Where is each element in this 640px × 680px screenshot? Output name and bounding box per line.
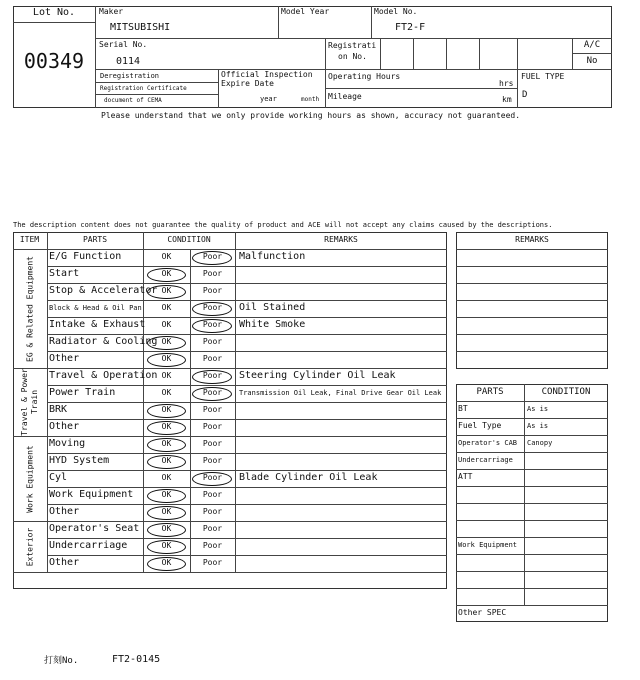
remark-text: Malfunction bbox=[239, 251, 306, 262]
part-name: Intake & Exhaust bbox=[49, 319, 146, 330]
spec-part: Undercarriage bbox=[458, 456, 513, 464]
part-name: Other bbox=[49, 506, 80, 517]
condition-poor: Poor bbox=[202, 354, 223, 363]
spec-row-line bbox=[456, 571, 608, 572]
ok-circle-mark bbox=[147, 421, 186, 435]
condition-ok: OK bbox=[161, 456, 172, 465]
part-name: Start bbox=[49, 268, 80, 279]
condition-poor: Poor bbox=[202, 507, 223, 516]
remark-text: Blade Cylinder Oil Leak bbox=[239, 472, 378, 483]
spec-parts-header: PARTS bbox=[476, 387, 504, 397]
work-equipment-label: Work Equipment bbox=[458, 541, 518, 549]
spec-part: BT bbox=[458, 404, 468, 413]
part-name: Other bbox=[49, 353, 80, 364]
spec-row-line bbox=[456, 588, 608, 589]
stamp-value: FT2-0145 bbox=[112, 654, 161, 665]
poor-circle-mark bbox=[192, 387, 232, 401]
ok-circle-mark bbox=[147, 557, 186, 571]
poor-circle-mark bbox=[192, 302, 232, 316]
condition-poor: Poor bbox=[202, 473, 223, 482]
condition-poor: Poor bbox=[202, 456, 223, 465]
part-name: Other bbox=[49, 557, 80, 568]
part-name: BRK bbox=[49, 404, 68, 415]
condition-poor: Poor bbox=[202, 405, 223, 414]
condition-ok: OK bbox=[161, 558, 172, 567]
condition-poor: Poor bbox=[202, 541, 223, 550]
poor-circle-mark bbox=[192, 319, 232, 333]
model-no-label: Model No. bbox=[374, 7, 418, 16]
condition-ok: OK bbox=[161, 422, 172, 431]
condition-poor: Poor bbox=[202, 439, 223, 448]
table-row-line bbox=[47, 572, 447, 573]
condition-poor: Poor bbox=[202, 303, 223, 312]
ok-circle-mark bbox=[147, 540, 186, 554]
condition-poor: Poor bbox=[202, 524, 223, 533]
condition-poor: Poor bbox=[202, 490, 223, 499]
part-name: Travel & Operation bbox=[49, 370, 158, 381]
spec-part: Fuel Type bbox=[458, 421, 502, 430]
inspection-label-2: Expire Date bbox=[221, 79, 274, 88]
ok-circle-mark bbox=[147, 404, 186, 418]
other-spec-label: Other SPEC bbox=[458, 608, 507, 617]
condition-ok: OK bbox=[161, 269, 172, 278]
part-name: Other bbox=[49, 421, 80, 432]
hrs-label: hrs bbox=[499, 79, 514, 88]
col-remarks-header: REMARKS bbox=[324, 235, 358, 244]
lot-label: Lot No. bbox=[32, 7, 76, 18]
maker-value: MITSUBISHI bbox=[110, 22, 171, 33]
remarks-line bbox=[456, 334, 608, 335]
serial-label: Serial No. bbox=[99, 40, 148, 49]
condition-poor: Poor bbox=[202, 286, 223, 295]
ac-label: A/C bbox=[583, 40, 601, 50]
condition-poor: Poor bbox=[202, 371, 223, 380]
ok-circle-mark bbox=[147, 489, 186, 503]
condition-poor: Poor bbox=[202, 337, 223, 346]
ok-circle-mark bbox=[147, 336, 186, 350]
ok-circle-mark bbox=[147, 506, 186, 520]
ok-circle-mark bbox=[147, 268, 186, 282]
condition-ok: OK bbox=[161, 252, 172, 261]
fuel-type-value: D bbox=[522, 90, 528, 100]
part-name: Work Equipment bbox=[49, 489, 134, 500]
remarks-line bbox=[456, 351, 608, 352]
condition-poor: Poor bbox=[202, 320, 223, 329]
maker-label: Maker bbox=[99, 7, 124, 16]
condition-ok: OK bbox=[161, 490, 172, 499]
part-name: Block & Head & Oil Pan bbox=[49, 304, 142, 312]
ac-value: No bbox=[586, 56, 598, 66]
condition-ok: OK bbox=[161, 507, 172, 516]
part-name: HYD System bbox=[49, 455, 110, 466]
spec-condition: As is bbox=[527, 422, 549, 430]
remark-text: Oil Stained bbox=[239, 302, 306, 313]
poor-circle-mark bbox=[192, 472, 232, 486]
remarks-line bbox=[456, 266, 608, 267]
condition-ok: OK bbox=[161, 286, 172, 295]
part-name: Power Train bbox=[49, 387, 116, 398]
right-remarks-header: REMARKS bbox=[515, 235, 549, 244]
year-label: year bbox=[260, 95, 277, 103]
ok-circle-mark bbox=[147, 455, 186, 469]
ok-circle-mark bbox=[147, 285, 186, 299]
dereg-cert: Registration Certificate bbox=[100, 85, 187, 92]
condition-ok: OK bbox=[161, 388, 172, 397]
condition-ok: OK bbox=[161, 320, 172, 329]
group-label: Exterior bbox=[25, 527, 34, 566]
dereg-doc: document of CEMA bbox=[104, 97, 162, 104]
group-label-line2: Train bbox=[30, 389, 39, 415]
part-name: Undercarriage bbox=[49, 540, 128, 551]
op-hours-label: Operating Hours bbox=[328, 72, 401, 81]
col-item-header: ITEM bbox=[19, 235, 40, 244]
condition-ok: OK bbox=[161, 337, 172, 346]
group-label: Work Equipment bbox=[25, 444, 34, 513]
spec-row-line bbox=[456, 554, 608, 555]
ok-circle-mark bbox=[147, 353, 186, 367]
condition-poor: Poor bbox=[202, 252, 223, 261]
spec-condition: Canopy bbox=[527, 439, 553, 447]
condition-poor: Poor bbox=[202, 269, 223, 278]
serial-value: 0114 bbox=[116, 56, 141, 67]
dereg-label: Deregistration bbox=[100, 72, 160, 80]
spec-part: Operator's CAB bbox=[458, 439, 518, 447]
registration-label-1: Registrati bbox=[328, 41, 377, 50]
part-name: Cyl bbox=[49, 472, 68, 483]
remarks-line bbox=[456, 300, 608, 301]
registration-label-2: on No. bbox=[338, 52, 367, 61]
ok-circle-mark bbox=[147, 438, 186, 452]
remark-text: Steering Cylinder Oil Leak bbox=[239, 370, 396, 381]
disclaimer: The description content does not guarantee the quality of product and ACE will not accept any claims caused by the descriptions. bbox=[13, 221, 553, 229]
spec-row-line bbox=[456, 486, 608, 487]
poor-circle-mark bbox=[192, 370, 232, 384]
condition-ok: OK bbox=[161, 473, 172, 482]
condition-poor: Poor bbox=[202, 558, 223, 567]
ok-circle-mark bbox=[147, 523, 186, 537]
group-label: Travel & Power bbox=[20, 368, 29, 436]
fuel-type-label: FUEL TYPE bbox=[521, 72, 565, 81]
model-year-label: Model Year bbox=[281, 7, 330, 16]
col-parts-header: PARTS bbox=[82, 235, 108, 244]
condition-ok: OK bbox=[161, 524, 172, 533]
km-label: km bbox=[502, 95, 512, 104]
remarks-line bbox=[456, 283, 608, 284]
spec-condition-header: CONDITION bbox=[541, 387, 591, 397]
condition-ok: OK bbox=[161, 303, 172, 312]
remarks-line bbox=[456, 249, 608, 250]
remark-text: White Smoke bbox=[239, 319, 306, 330]
remark-text: Transmission Oil Leak, Final Drive Gear Oil Leak bbox=[239, 389, 442, 397]
condition-ok: OK bbox=[161, 405, 172, 414]
remarks-line bbox=[456, 317, 608, 318]
inspection-label-1: Official Inspection bbox=[221, 70, 313, 79]
working-hours-note: Please understand that we only provide working hours as shown, accuracy not guaranteed. bbox=[101, 111, 521, 120]
condition-ok: OK bbox=[161, 371, 172, 380]
condition-poor: Poor bbox=[202, 388, 223, 397]
condition-ok: OK bbox=[161, 354, 172, 363]
poor-circle-mark bbox=[192, 251, 232, 265]
mileage-label: Mileage bbox=[328, 92, 362, 101]
lot-number: 00349 bbox=[23, 49, 85, 73]
group-label: EG & Related Equipment bbox=[25, 255, 34, 362]
spec-condition: As is bbox=[527, 405, 549, 413]
condition-ok: OK bbox=[161, 541, 172, 550]
condition-ok: OK bbox=[161, 439, 172, 448]
spec-row-line bbox=[456, 503, 608, 504]
part-name: Radiator & Cooling bbox=[49, 336, 158, 347]
spec-part: ATT bbox=[458, 472, 473, 481]
stamp-label: 打刻No. bbox=[44, 656, 79, 666]
part-name: Stop & Accelerator bbox=[49, 285, 158, 296]
part-name: Operator's Seat bbox=[49, 523, 140, 534]
condition-poor: Poor bbox=[202, 422, 223, 431]
col-condition-header: CONDITION bbox=[167, 235, 211, 244]
model-no-value: FT2-F bbox=[395, 22, 426, 33]
part-name: E/G Function bbox=[49, 251, 122, 262]
spec-row-line bbox=[456, 520, 608, 521]
part-name: Moving bbox=[49, 438, 86, 449]
month-label: month bbox=[301, 96, 320, 103]
